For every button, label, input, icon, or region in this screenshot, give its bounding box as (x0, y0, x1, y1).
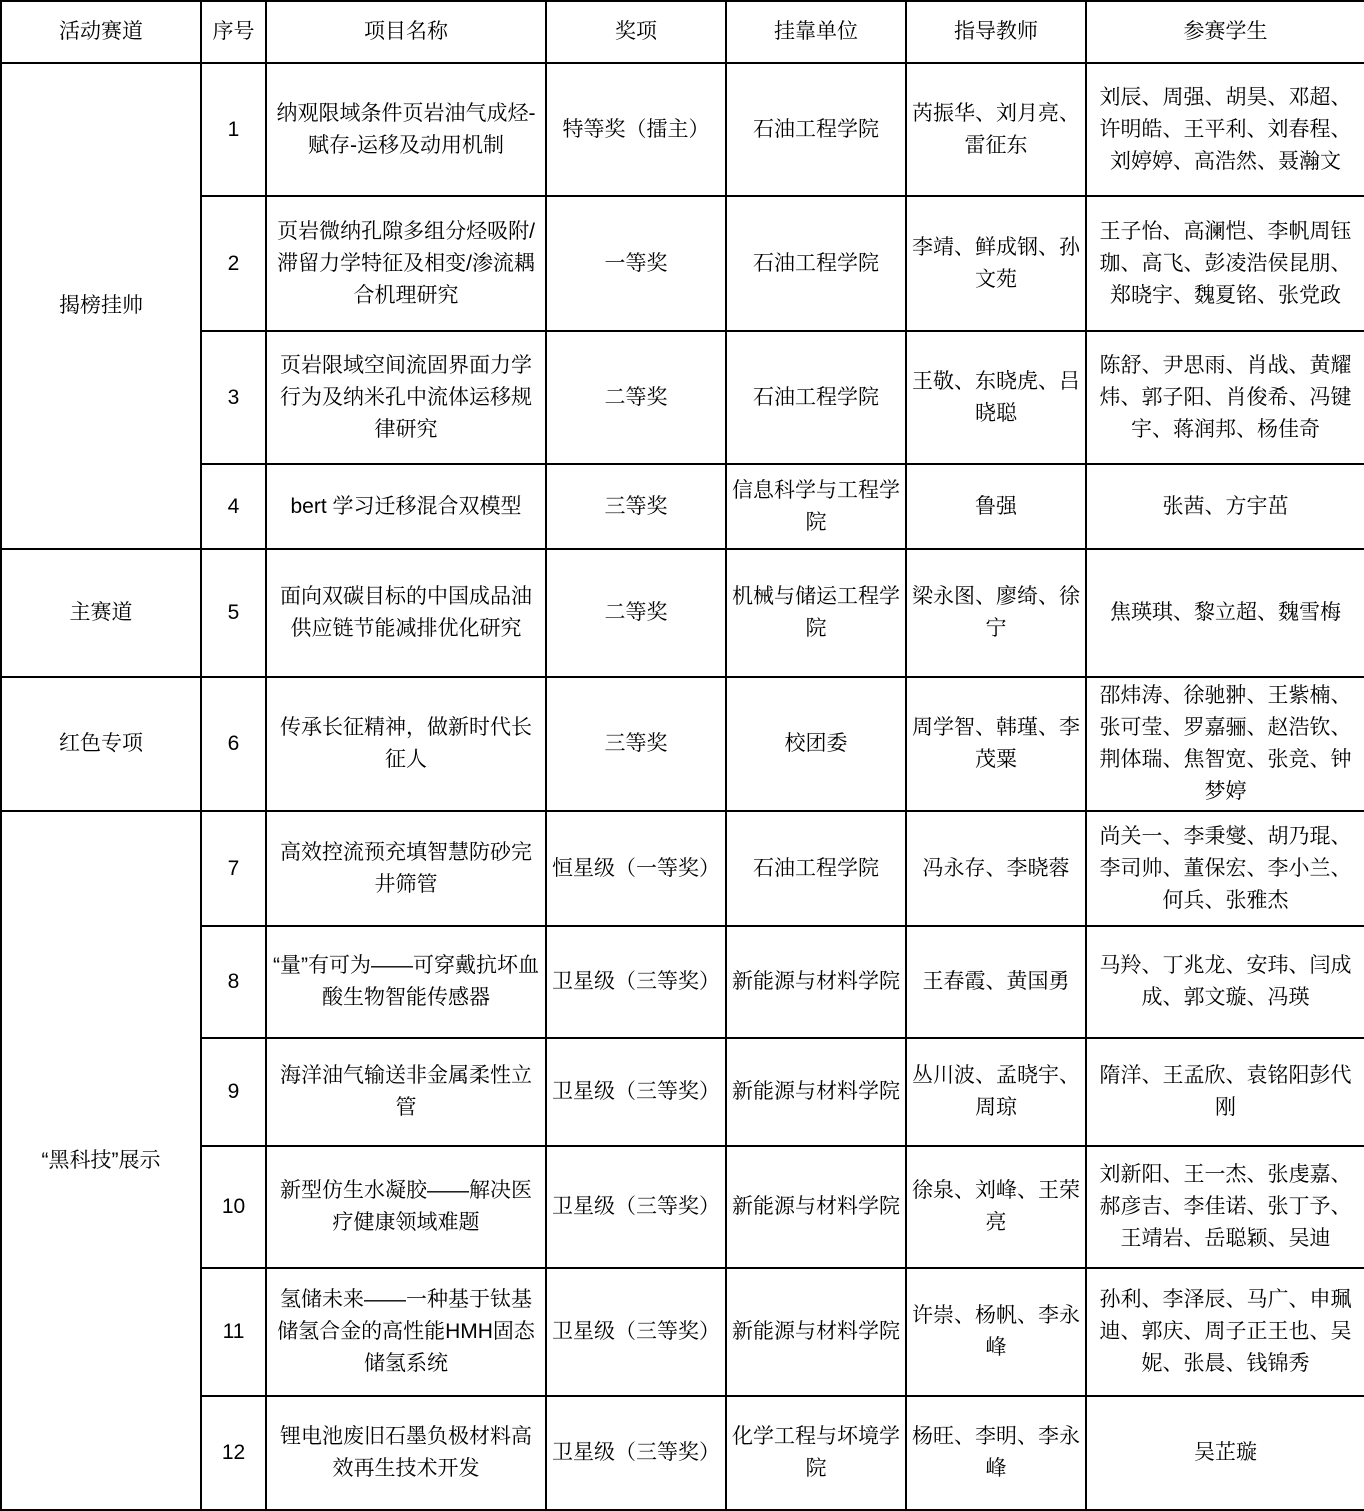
header-row (1, 1, 1364, 63)
seq-cell: 6 (201, 677, 266, 811)
table-row (1, 549, 1364, 677)
teachers-cell: 徐泉、刘峰、王荣亮 (906, 1146, 1086, 1268)
students-cell: 焦瑛琪、黎立超、魏雪梅 (1086, 549, 1364, 677)
award-cell: 卫星级（三等奖） (546, 1038, 726, 1146)
teachers-cell: 李靖、鲜成钢、孙文苑 (906, 196, 1086, 331)
unit-cell: 新能源与材料学院 (726, 1268, 906, 1396)
track-cell: 揭榜挂帅 (1, 63, 201, 549)
unit-cell: 化学工程与坏境学院 (726, 1396, 906, 1510)
seq-cell: 3 (201, 331, 266, 464)
teachers-cell: 冯永存、李晓蓉 (906, 811, 1086, 926)
col-header-teacher: 指导教师 (906, 1, 1086, 63)
seq-cell: 1 (201, 63, 266, 196)
unit-cell: 新能源与材料学院 (726, 1146, 906, 1268)
seq-cell: 12 (201, 1396, 266, 1510)
teachers-cell: 许崇、杨帆、李永峰 (906, 1268, 1086, 1396)
students-cell: 马羚、丁兆龙、安玮、闫成成、郭文璇、冯瑛 (1086, 926, 1364, 1038)
project-cell: 传承长征精神，做新时代长征人 (266, 677, 546, 811)
students-cell: 吴芷璇 (1086, 1396, 1364, 1510)
award-cell: 二等奖 (546, 549, 726, 677)
unit-cell: 石油工程学院 (726, 63, 906, 196)
table-row (1, 63, 1364, 196)
seq-cell: 5 (201, 549, 266, 677)
project-cell: 海洋油气输送非金属柔性立管 (266, 1038, 546, 1146)
award-cell: 三等奖 (546, 677, 726, 811)
col-header-track: 活动赛道 (1, 1, 201, 63)
teachers-cell: 王敬、东晓虎、吕晓聪 (906, 331, 1086, 464)
award-cell: 卫星级（三等奖） (546, 1396, 726, 1510)
project-cell: 面向双碳目标的中国成品油供应链节能减排优化研究 (266, 549, 546, 677)
teachers-cell: 鲁强 (906, 464, 1086, 549)
project-cell: 高效控流预充填智慧防砂完井筛管 (266, 811, 546, 926)
award-cell: 三等奖 (546, 464, 726, 549)
students-cell: 尚关一、李秉燮、胡乃琨、李司帅、董保宏、李小兰、何兵、张雅杰 (1086, 811, 1364, 926)
students-cell: 邵炜涛、徐驰翀、王紫楠、张可莹、罗嘉骊、赵浩钦、荆体瑞、焦智宽、张竞、钟梦婷 (1086, 677, 1364, 811)
seq-cell: 11 (201, 1268, 266, 1396)
unit-cell: 信息科学与工程学院 (726, 464, 906, 549)
award-cell: 二等奖 (546, 331, 726, 464)
col-header-students: 参赛学生 (1086, 1, 1364, 63)
track-cell: 红色专项 (1, 677, 201, 811)
project-cell: 页岩微纳孔隙多组分烃吸附/滞留力学特征及相变/渗流耦合机理研究 (266, 196, 546, 331)
project-cell: 纳观限域条件页岩油气成烃-赋存-运移及动用机制 (266, 63, 546, 196)
teachers-cell: 王春霞、黄国勇 (906, 926, 1086, 1038)
table-row (1, 677, 1364, 811)
seq-cell: 10 (201, 1146, 266, 1268)
students-cell: 刘辰、周强、胡昊、邓超、许明皓、王平利、刘春程、刘婷婷、高浩然、聂瀚文 (1086, 63, 1364, 196)
table-row (1, 1146, 1364, 1268)
students-cell: 张茜、方宇茁 (1086, 464, 1364, 549)
project-cell: 新型仿生水凝胶——解决医疗健康领域难题 (266, 1146, 546, 1268)
award-cell: 卫星级（三等奖） (546, 1268, 726, 1396)
students-cell: 隋洋、王孟欣、袁铭阳彭代刚 (1086, 1038, 1364, 1146)
project-cell: 页岩限域空间流固界面力学行为及纳米孔中流体运移规律研究 (266, 331, 546, 464)
award-cell: 卫星级（三等奖） (546, 926, 726, 1038)
project-cell: “量”有可为——可穿戴抗坏血酸生物智能传感器 (266, 926, 546, 1038)
unit-cell: 新能源与材料学院 (726, 1038, 906, 1146)
table-row (1, 464, 1364, 549)
table-row (1, 331, 1364, 464)
seq-cell: 4 (201, 464, 266, 549)
table-row (1, 196, 1364, 331)
unit-cell: 石油工程学院 (726, 196, 906, 331)
students-cell: 王子怡、高澜恺、李帆周钰珈、高飞、彭凌浩侯昆朋、郑晓宇、魏夏铭、张党政 (1086, 196, 1364, 331)
col-header-no: 序号 (201, 1, 266, 63)
unit-cell: 校团委 (726, 677, 906, 811)
teachers-cell: 梁永图、廖绮、徐宁 (906, 549, 1086, 677)
unit-cell: 新能源与材料学院 (726, 926, 906, 1038)
unit-cell: 机械与储运工程学院 (726, 549, 906, 677)
table-row (1, 811, 1364, 926)
project-cell: 锂电池废旧石墨负极材料高效再生技术开发 (266, 1396, 546, 1510)
award-cell: 一等奖 (546, 196, 726, 331)
teachers-cell: 周学智、韩瑾、李茂粟 (906, 677, 1086, 811)
table-row (1, 1268, 1364, 1396)
seq-cell: 9 (201, 1038, 266, 1146)
students-cell: 孙利、李泽辰、马广、申珮迪、郭庆、周子正王也、吴妮、张晨、钱锦秀 (1086, 1268, 1364, 1396)
project-cell: bert 学习迁移混合双模型 (266, 464, 546, 549)
award-cell: 卫星级（三等奖） (546, 1146, 726, 1268)
unit-cell: 石油工程学院 (726, 811, 906, 926)
seq-cell: 7 (201, 811, 266, 926)
col-header-project: 项目名称 (266, 1, 546, 63)
col-header-unit: 挂靠单位 (726, 1, 906, 63)
track-cell: 主赛道 (1, 549, 201, 677)
teachers-cell: 芮振华、刘月亮、雷征东 (906, 63, 1086, 196)
seq-cell: 2 (201, 196, 266, 331)
teachers-cell: 杨旺、李明、李永峰 (906, 1396, 1086, 1510)
students-cell: 刘新阳、王一杰、张虔嘉、郝彦吉、李佳诺、张丁予、王靖岩、岳聪颖、吴迪 (1086, 1146, 1364, 1268)
track-cell: “黑科技”展示 (1, 811, 201, 1510)
teachers-cell: 丛川波、孟晓宇、周琼 (906, 1038, 1086, 1146)
unit-cell: 石油工程学院 (726, 331, 906, 464)
students-cell: 陈舒、尹思雨、肖战、黄耀炜、郭子阳、肖俊希、冯键宇、蒋润邦、杨佳奇 (1086, 331, 1364, 464)
table-row (1, 926, 1364, 1038)
award-cell: 恒星级（一等奖） (546, 811, 726, 926)
col-header-award: 奖项 (546, 1, 726, 63)
award-cell: 特等奖（擂主） (546, 63, 726, 196)
table-row (1, 1038, 1364, 1146)
project-cell: 氢储未来——一种基于钛基储氢合金的高性能HMH固态储氢系统 (266, 1268, 546, 1396)
seq-cell: 8 (201, 926, 266, 1038)
table-row (1, 1396, 1364, 1510)
